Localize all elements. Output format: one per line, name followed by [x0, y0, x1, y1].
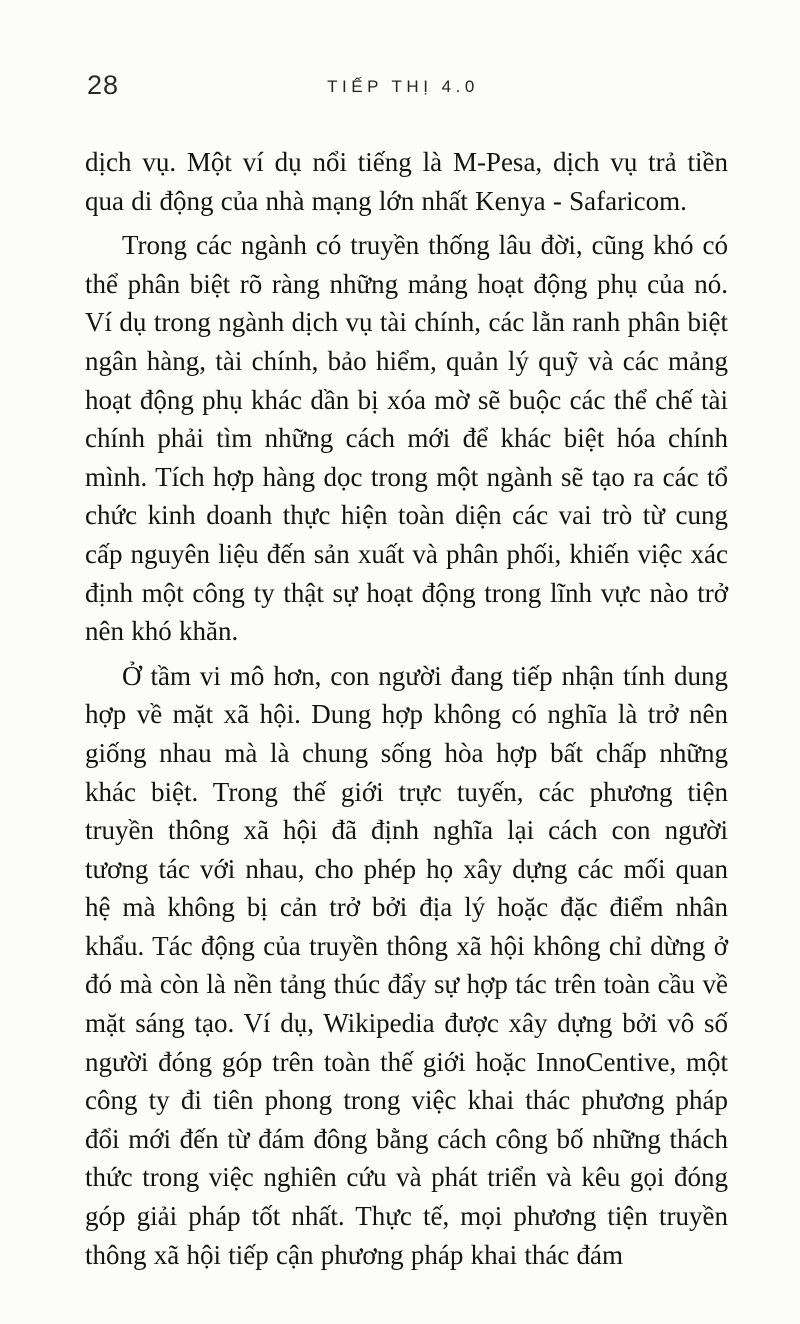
paragraph-industries: Trong các ngành có truyền thống lâu đời, cũng khó có thể phân biệt rõ ràng những mảng hoạt động phụ của nó. Ví dụ trong ngành dịch vụ tài chính, các lằn ranh phân biệt ngân hàng, tài chính, bảo hiểm, quản lý quỹ và các mảng hoạt động phụ khác dần bị xóa mờ sẽ buộc các thể chế tài chính phải tìm những cách mới để khác biệt hóa chính mình. Tích hợp hàng dọc trong một ngành sẽ tạo ra các tổ chức kinh doanh thực hiện toàn diện các vai trò từ cung cấp nguyên liệu đến sản xuất và phân phối, khiến việc xác định một công ty thật sự hoạt động trong lĩnh vực nào trở nên khó khăn. — [85, 230, 728, 647]
page-header — [85, 70, 727, 104]
paragraph-continuation: dịch vụ. Một ví dụ nổi tiếng là M-Pesa, dịch vụ trả tiền qua di động của nhà mạng lớn nhất Kenya - Safaricom. — [85, 147, 728, 216]
running-title: TIẾP THỊ 4.0 — [327, 77, 479, 96]
paragraph-social-inclusivity: Ở tầm vi mô hơn, con người đang tiếp nhận tính dung hợp về mặt xã hội. Dung hợp không có nghĩa là trở nên giống nhau mà là chung sống hòa hợp bất chấp những khác biệt. Trong thế giới trực tuyến, các phương tiện truyền thông xã hội đã định nghĩa lại cách con người tương tác với nhau, cho phép họ xây dựng các mối quan hệ mà không bị cản trở bởi địa lý hoặc đặc điểm nhân khẩu. Tác động của truyền thông xã hội không chỉ dừng ở đó mà còn là nền tảng thúc đẩy sự hợp tác trên toàn cầu về mặt sáng tạo. Ví dụ, Wikipedia được xây dựng bởi vô số người đóng góp trên toàn thế giới hoặc InnoCentive, một công ty đi tiên phong trong việc khai thác phương pháp đổi mới đến từ đám đông bằng cách công bố những thách thức trong việc nghiên cứu và phát triển và kêu gọi đóng góp giải pháp tốt nhất. Thực tế, mọi phương tiện truyền thông xã hội tiếp cận phương pháp khai thác đám — [85, 660, 728, 1270]
page-body — [85, 143, 728, 1280]
page-number: 28 — [87, 70, 120, 100]
